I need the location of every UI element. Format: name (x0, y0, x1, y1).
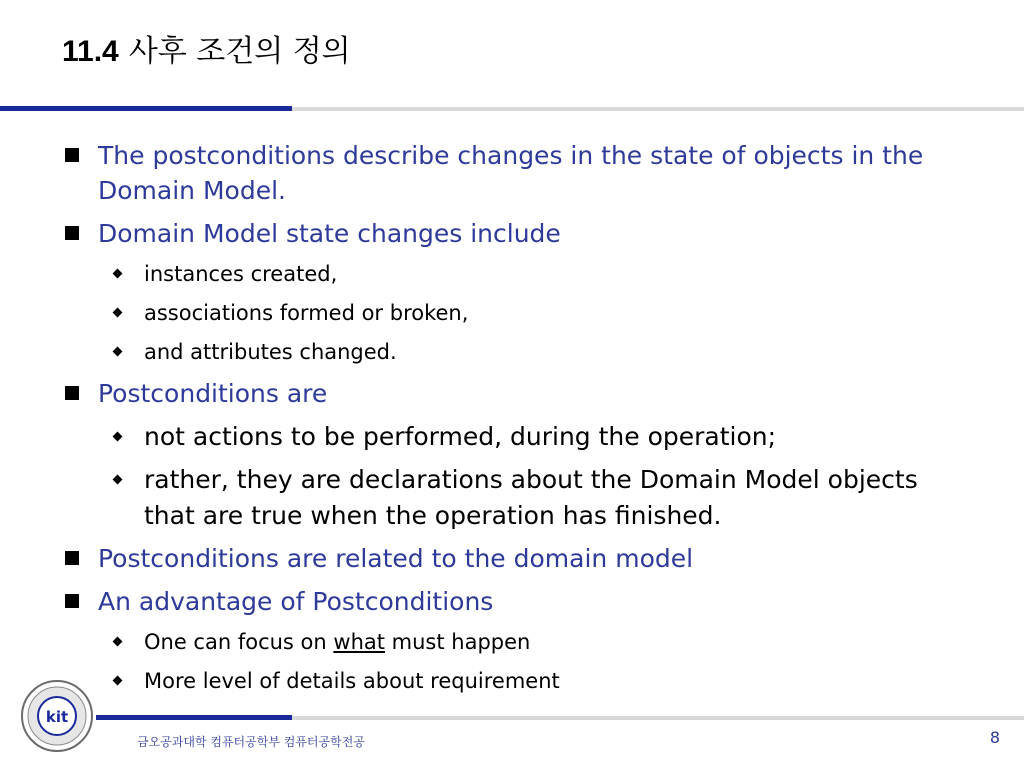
square-bullet-icon (65, 226, 79, 240)
square-bullet-icon (65, 594, 79, 608)
slide-title (62, 26, 351, 70)
list-item-text: Postconditions are (98, 379, 328, 408)
sub-list-item-text: not actions to be performed, during the operation; (144, 422, 777, 451)
diamond-bullet-icon (113, 676, 123, 686)
square-bullet-icon (65, 148, 79, 162)
list-item (64, 138, 944, 208)
diamond-bullet-icon (113, 432, 123, 442)
sub-list-item-text: and attributes changed. (144, 340, 397, 364)
list-item (64, 216, 944, 251)
square-bullet-icon (65, 386, 79, 400)
sub-list-item-text: More level of details about requirement (144, 669, 560, 693)
title-text: 사후 조건의 정의 (128, 34, 351, 69)
bottom-rule (292, 716, 1024, 720)
list-item (64, 541, 944, 576)
title-number: 11.4 (62, 35, 119, 68)
page-number: 8 (989, 728, 1000, 747)
square-bullet-icon (65, 551, 79, 565)
list-item-text: The postconditions describe changes in the state of objects in the Domain Model. (98, 141, 924, 205)
footer-text: 금오공과대학 컴퓨터공학부 컴퓨터공학전공 (137, 735, 365, 749)
diamond-bullet-icon (113, 347, 123, 357)
bullet-list (64, 138, 944, 705)
sub-list-item (64, 627, 944, 657)
underlined-word: what (333, 630, 385, 654)
sub-list-item (64, 666, 944, 696)
sub-list-item (64, 419, 944, 455)
diamond-bullet-icon (113, 475, 123, 485)
top-rule-accent (0, 106, 292, 111)
sub-list-item (64, 259, 944, 289)
logo-text: kit (45, 708, 69, 726)
university-seal-logo (21, 680, 93, 752)
bottom-rule-accent (96, 715, 292, 720)
text-segment: must happen (384, 630, 531, 654)
sub-list-item-text (144, 630, 530, 654)
list-item (64, 584, 944, 619)
top-rule (292, 107, 1024, 111)
sub-list-item-text: instances created, (144, 262, 338, 286)
diamond-bullet-icon (113, 637, 123, 647)
sub-list-item-text: associations formed or broken, (144, 301, 469, 325)
list-item-text: Postconditions are related to the domain model (98, 544, 694, 573)
diamond-bullet-icon (113, 269, 123, 279)
text-segment: One can focus on (144, 630, 334, 654)
list-item-text: An advantage of Postconditions (98, 587, 494, 616)
sub-list-item (64, 462, 944, 534)
sub-list-item (64, 298, 944, 328)
list-item (64, 376, 944, 411)
sub-list-item-text: rather, they are declarations about the Domain Model objects that are true when the operation has finished. (144, 465, 918, 530)
list-item-text: Domain Model state changes include (98, 219, 561, 248)
diamond-bullet-icon (113, 308, 123, 318)
sub-list-item (64, 337, 944, 367)
